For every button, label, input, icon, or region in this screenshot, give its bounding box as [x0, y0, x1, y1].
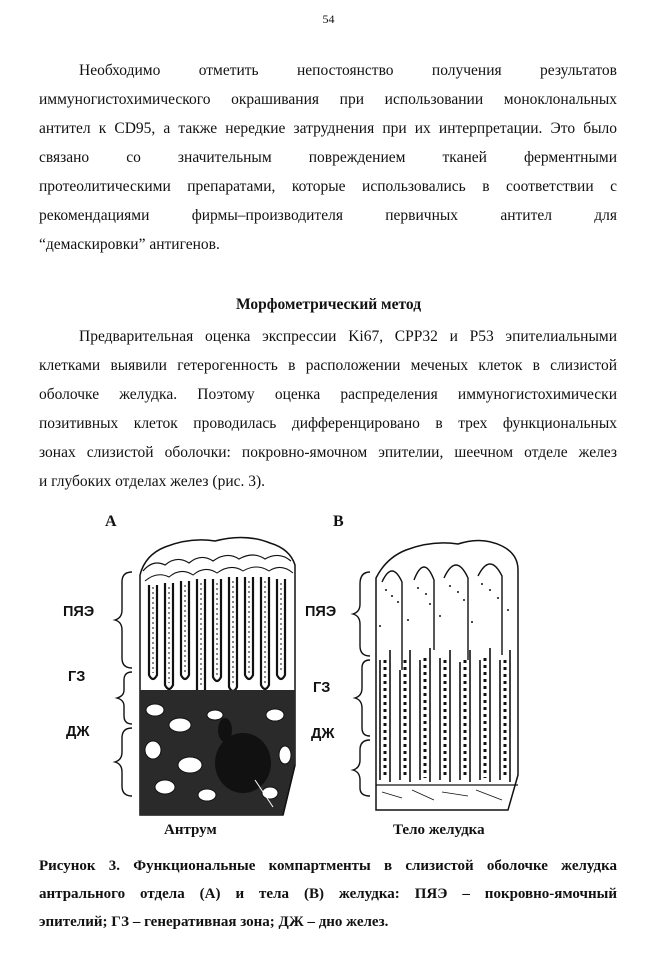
caption-line: Рисунок 3. Функциональные компартменты в слизистой оболочке желудка	[39, 858, 617, 874]
section-heading: Морфометрический метод	[235, 296, 422, 313]
caption-line: эпителий; ГЗ – генеративная зона; ДЖ – дно желез.	[39, 914, 389, 930]
zone-label-pye-b: ПЯЭ	[305, 604, 337, 620]
text-line: рекомендациями фирмы–производителя первичных антител для	[39, 207, 617, 224]
text-line: Предварительная оценка экспрессии Ki67, CPP32 и P53 эпителиальными	[79, 328, 617, 345]
antrum-mucosa-illustration	[135, 525, 300, 820]
subcaption-antrum: Антрум	[164, 822, 217, 838]
figure-caption	[39, 852, 617, 936]
text-line: иммуногистохимического окрашивания при использовании моноклональных	[39, 91, 617, 108]
page-number: 54	[322, 12, 335, 26]
text-line: антител к CD95, а также нередкие затруднения при их интерпретации. Это было	[39, 120, 617, 137]
zone-label-gz-b: ГЗ	[313, 680, 331, 696]
panel-a-letter: А	[105, 513, 117, 530]
zone-label-gz-a: ГЗ	[68, 669, 86, 685]
paragraph-2	[39, 322, 617, 496]
zone-label-pye-a: ПЯЭ	[63, 604, 95, 620]
text-line: Необходимо отметить непостоянство получения результатов	[79, 62, 617, 79]
text-line: позитивных клеток проводилась дифференцировано в трех функциональных	[39, 415, 617, 432]
text-line: протеолитическими препаратами, которые использовались в соответствии с	[39, 178, 617, 195]
subcaption-stomach-body: Тело желудка	[393, 822, 485, 838]
text-line: оболочке желудка. Поэтому оценка распределения иммуногистохимически	[39, 386, 617, 403]
caption-line: антрального отдела (А) и тела (В) желудка: ПЯЭ – покровно-ямочный	[39, 886, 617, 902]
panel-b-letter: В	[333, 513, 344, 530]
text-line: “демаскировки” антигенов.	[39, 236, 220, 253]
text-line: зонах слизистой оболочки: покровно-ямочном эпителии, шеечном отделе желез	[39, 444, 617, 461]
stomach-body-mucosa-illustration	[372, 530, 522, 815]
paragraph-1	[39, 56, 617, 259]
text-line: связано со значительным повреждением тканей ферментными	[39, 149, 617, 166]
zone-label-dzh-b: ДЖ	[311, 726, 335, 742]
text-line: клетками выявили гетерогенность в расположении меченых клеток в слизистой	[39, 357, 617, 374]
zone-label-dzh-a: ДЖ	[66, 724, 90, 740]
text-line: и глубоких отделах желез (рис. 3).	[39, 473, 266, 490]
